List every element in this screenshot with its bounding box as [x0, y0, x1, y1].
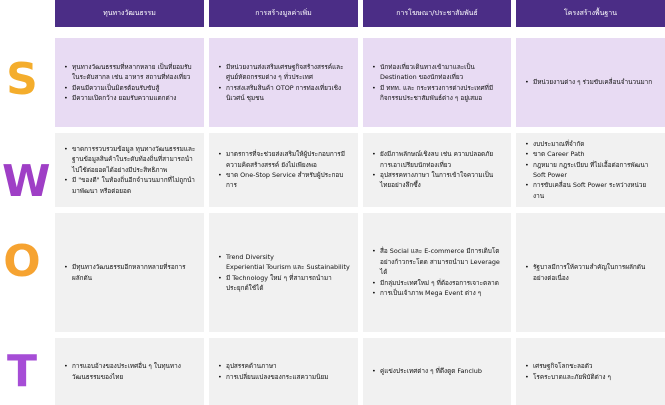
list-item: • เศรษฐกิจโลกชะลอตัว: [524, 361, 611, 371]
cell-threats-cultural-capital: [55, 338, 204, 405]
list-item: • การแอบอ้างของประเทศอื่น ๆ ในทุนทางวัฒนธรรมของไทย: [63, 361, 196, 382]
list-item: • มี ททท. และ กระทรวงการต่างประเทศที่มีกิจกรรมประชาสัมพันธ์ต่าง ๆ อยู่เสมอ: [371, 83, 503, 104]
list-item: • มีคนมีความเป็นมิตรต้อนรับขับสู้: [63, 83, 196, 93]
cell-threats-infrastructure: [516, 338, 665, 405]
list-item: • ขาด One-Stop Service สำหรับผู้ประกอบการ: [217, 170, 350, 191]
list-item: • มีกลุ่มประเทศใหม่ ๆ ที่ต้องรอการเจาะตลาด: [371, 278, 503, 288]
list-item: • มีทุนทางวัฒนธรรมอีกหลากหลายที่รอการผลักดัน: [63, 262, 196, 283]
list-item: • สื่อ Social และ E-commerce มีการเติบโตอย่างก้าวกระโดด สามารถนำมา Leverage ได้: [371, 246, 503, 277]
list-item: • กฎหมาย กฎระเบียบ ที่ไม่เอื้อต่อการพัฒนา Soft Power: [524, 160, 657, 181]
column-header-infrastructure: โครงสร้างพื้นฐาน: [516, 0, 665, 27]
list-item: • Trend Diversity: [217, 252, 350, 262]
cell-threats-value-added: [209, 338, 358, 405]
cell-threats-promotion: [363, 338, 511, 405]
cell-weaknesses-value-added: [209, 133, 358, 207]
list-item: • มีความเปิดกว้าง ยอมรับความแตกต่าง: [63, 93, 196, 103]
list-item: • รัฐบาลมีการให้ความสำคัญในการผลักดันอย่างต่อเนื่อง: [524, 262, 657, 283]
list-item: • โรคระบาดและภัยพิบัติต่าง ๆ: [524, 372, 611, 382]
cell-weaknesses-infrastructure: [516, 133, 665, 207]
swot-letter-t: T: [6, 346, 37, 397]
cell-weaknesses-promotion: [363, 133, 511, 207]
list-item: • คู่แข่งประเทศต่าง ๆ ที่ดึงดูด Fanclub: [371, 366, 482, 376]
list-item: • มาตรการที่จะช่วยส่งเสริมให้ผู้ประกอบการมีความคิดสร้างสรรค์ ยังไม่เพียงพอ: [217, 149, 350, 170]
list-item: • มีหน่วยงานส่งเสริมเศรษฐกิจสร้างสรรค์และศูนย์หัตถกรรมต่าง ๆ ทั่วประเทศ: [217, 62, 350, 83]
cell-strengths-cultural-capital: [55, 38, 204, 127]
list-item: • นักท่องเที่ยวเดินทางเข้ามาและเป็น Destination ของนักท่องเที่ยว: [371, 62, 503, 83]
list-item: • การเปลี่ยนแปลงของกระแสความนิยม: [217, 372, 328, 382]
cell-opportunities-value-added: [209, 213, 358, 332]
cell-opportunities-promotion: [363, 213, 511, 332]
list-item: • ทุนทางวัฒนธรรมที่หลากหลาย เป็นที่ยอมรับในระดับสากล เช่น อาหาร สถานที่ท่องเที่ยว: [63, 62, 196, 83]
list-item: Experiential Tourism และ Sustainability: [226, 263, 350, 272]
list-item: • ยังมีภาพลักษณ์เชิงลบ เช่น ความปลอดภัย การเอาเปรียบนักท่องเที่ยว: [371, 149, 503, 170]
cell-strengths-infrastructure: [516, 38, 665, 127]
list-item: • ขาดการรวบรวมข้อมูล ทุนทางวัฒนธรรมและฐานข้อมูลสินค้าในระดับท้องถิ่นที่สามารถนำไปใช้ต่อยอดได้อย่างมีประสิทธิภาพ: [63, 144, 196, 175]
column-header-promotion: การโฆษณา/ประชาสัมพันธ์: [363, 0, 511, 27]
column-header-value-added: การสร้างมูลค่าเพิ่ม: [209, 0, 358, 27]
cell-opportunities-infrastructure: [516, 213, 665, 332]
list-item: • มีหน่วยงานต่าง ๆ ร่วมขับเคลื่อนจำนวนมาก: [524, 77, 652, 87]
list-item: • การส่งเสริมสินค้า OTOP การท่องเที่ยวเชิงนิเวศน์ ชุมชน: [217, 83, 350, 104]
cell-opportunities-cultural-capital: [55, 213, 204, 332]
list-item: • การขับเคลื่อน Soft Power ระหว่างหน่วยงาน: [524, 180, 657, 201]
cell-strengths-promotion: [363, 38, 511, 127]
list-item: • การเป็นเจ้าภาพ Mega Event ต่าง ๆ: [371, 288, 503, 298]
list-item: • อุปสรรคด้านภาษา: [217, 361, 328, 371]
swot-letter-s: S: [6, 54, 38, 105]
list-item: • ขาด Career Path: [524, 149, 657, 159]
list-item: • มี Technology ใหม่ ๆ ที่สามารถนำมาประยุกต์ใช้ได้: [217, 273, 350, 294]
cell-weaknesses-cultural-capital: [55, 133, 204, 207]
list-item: • อุปสรรคทางภาษา ในการเข้าใจความเป็นไทยอย่างลึกซึ้ง: [371, 170, 503, 191]
list-item: • งบประมาณที่จำกัด: [524, 139, 657, 149]
list-item: • มี "ของดี" ในท้องถิ่นอีกจำนวนมากที่ไม่ถูกนำมาพัฒนา หรือต่อยอด: [63, 175, 196, 196]
cell-strengths-value-added: [209, 38, 358, 127]
swot-letter-o: O: [3, 236, 41, 287]
column-header-cultural-capital: ทุนทางวัฒนธรรม: [55, 0, 204, 27]
swot-letter-w: W: [2, 156, 51, 207]
